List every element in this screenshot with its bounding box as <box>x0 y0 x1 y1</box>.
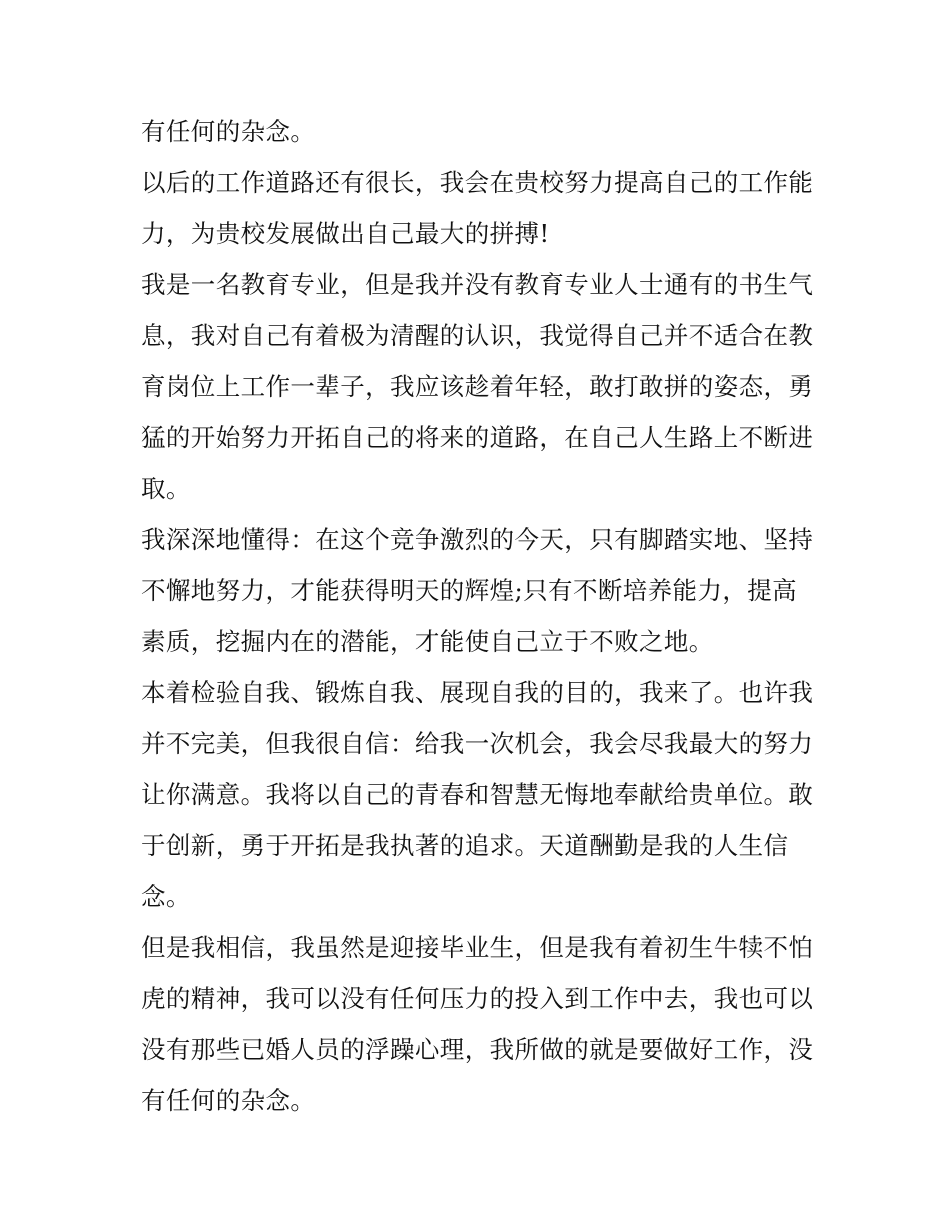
text-line: 有任何的杂念。 <box>141 117 316 146</box>
text-line: 猛的开始努力开拓自己的将来的道路，在自己人生路上不断进 <box>141 423 814 452</box>
text-line: 有任何的杂念。 <box>141 1086 316 1115</box>
text-line: 让你满意。我将以自己的青春和智慧无悔地奉献给贵单位。敢 <box>141 780 814 809</box>
text-line: 取。 <box>141 474 191 503</box>
text-line: 息，我对自己有着极为清醒的认识，我觉得自己并不适合在教 <box>141 321 814 350</box>
text-line: 本着检验自我、锻炼自我、展现自我的目的，我来了。也许我 <box>141 678 814 707</box>
text-line: 没有那些已婚人员的浮躁心理，我所做的就是要做好工作，没 <box>141 1035 814 1064</box>
text-line: 育岗位上工作一辈子，我应该趁着年轻，敢打敢拼的姿态，勇 <box>141 372 814 401</box>
text-line: 力，为贵校发展做出自己最大的拼搏! <box>141 219 550 248</box>
document-body <box>141 106 816 1126</box>
text-line: 我是一名教育专业，但是我并没有教育专业人士通有的书生气 <box>141 270 814 299</box>
text-line: 以后的工作道路还有很长，我会在贵校努力提高自己的工作能 <box>141 168 814 197</box>
text-line: 虎的精神，我可以没有任何压力的投入到工作中去，我也可以 <box>141 984 814 1013</box>
text-line: 并不完美，但我很自信：给我一次机会，我会尽我最大的努力 <box>141 729 814 758</box>
text-line: 于创新，勇于开拓是我执著的追求。天道酬勤是我的人生信 <box>141 831 789 860</box>
text-line: 素质，挖掘内在的潜能，才能使自己立于不败之地。 <box>141 627 714 656</box>
text-line: 但是我相信，我虽然是迎接毕业生，但是我有着初生牛犊不怕 <box>141 933 814 962</box>
text-line: 我深深地懂得：在这个竞争激烈的今天，只有脚踏实地、坚持 <box>141 525 814 554</box>
text-line: 不懈地努力，才能获得明天的辉煌;只有不断培养能力，提高 <box>141 576 798 605</box>
text-line: 念。 <box>141 882 191 911</box>
